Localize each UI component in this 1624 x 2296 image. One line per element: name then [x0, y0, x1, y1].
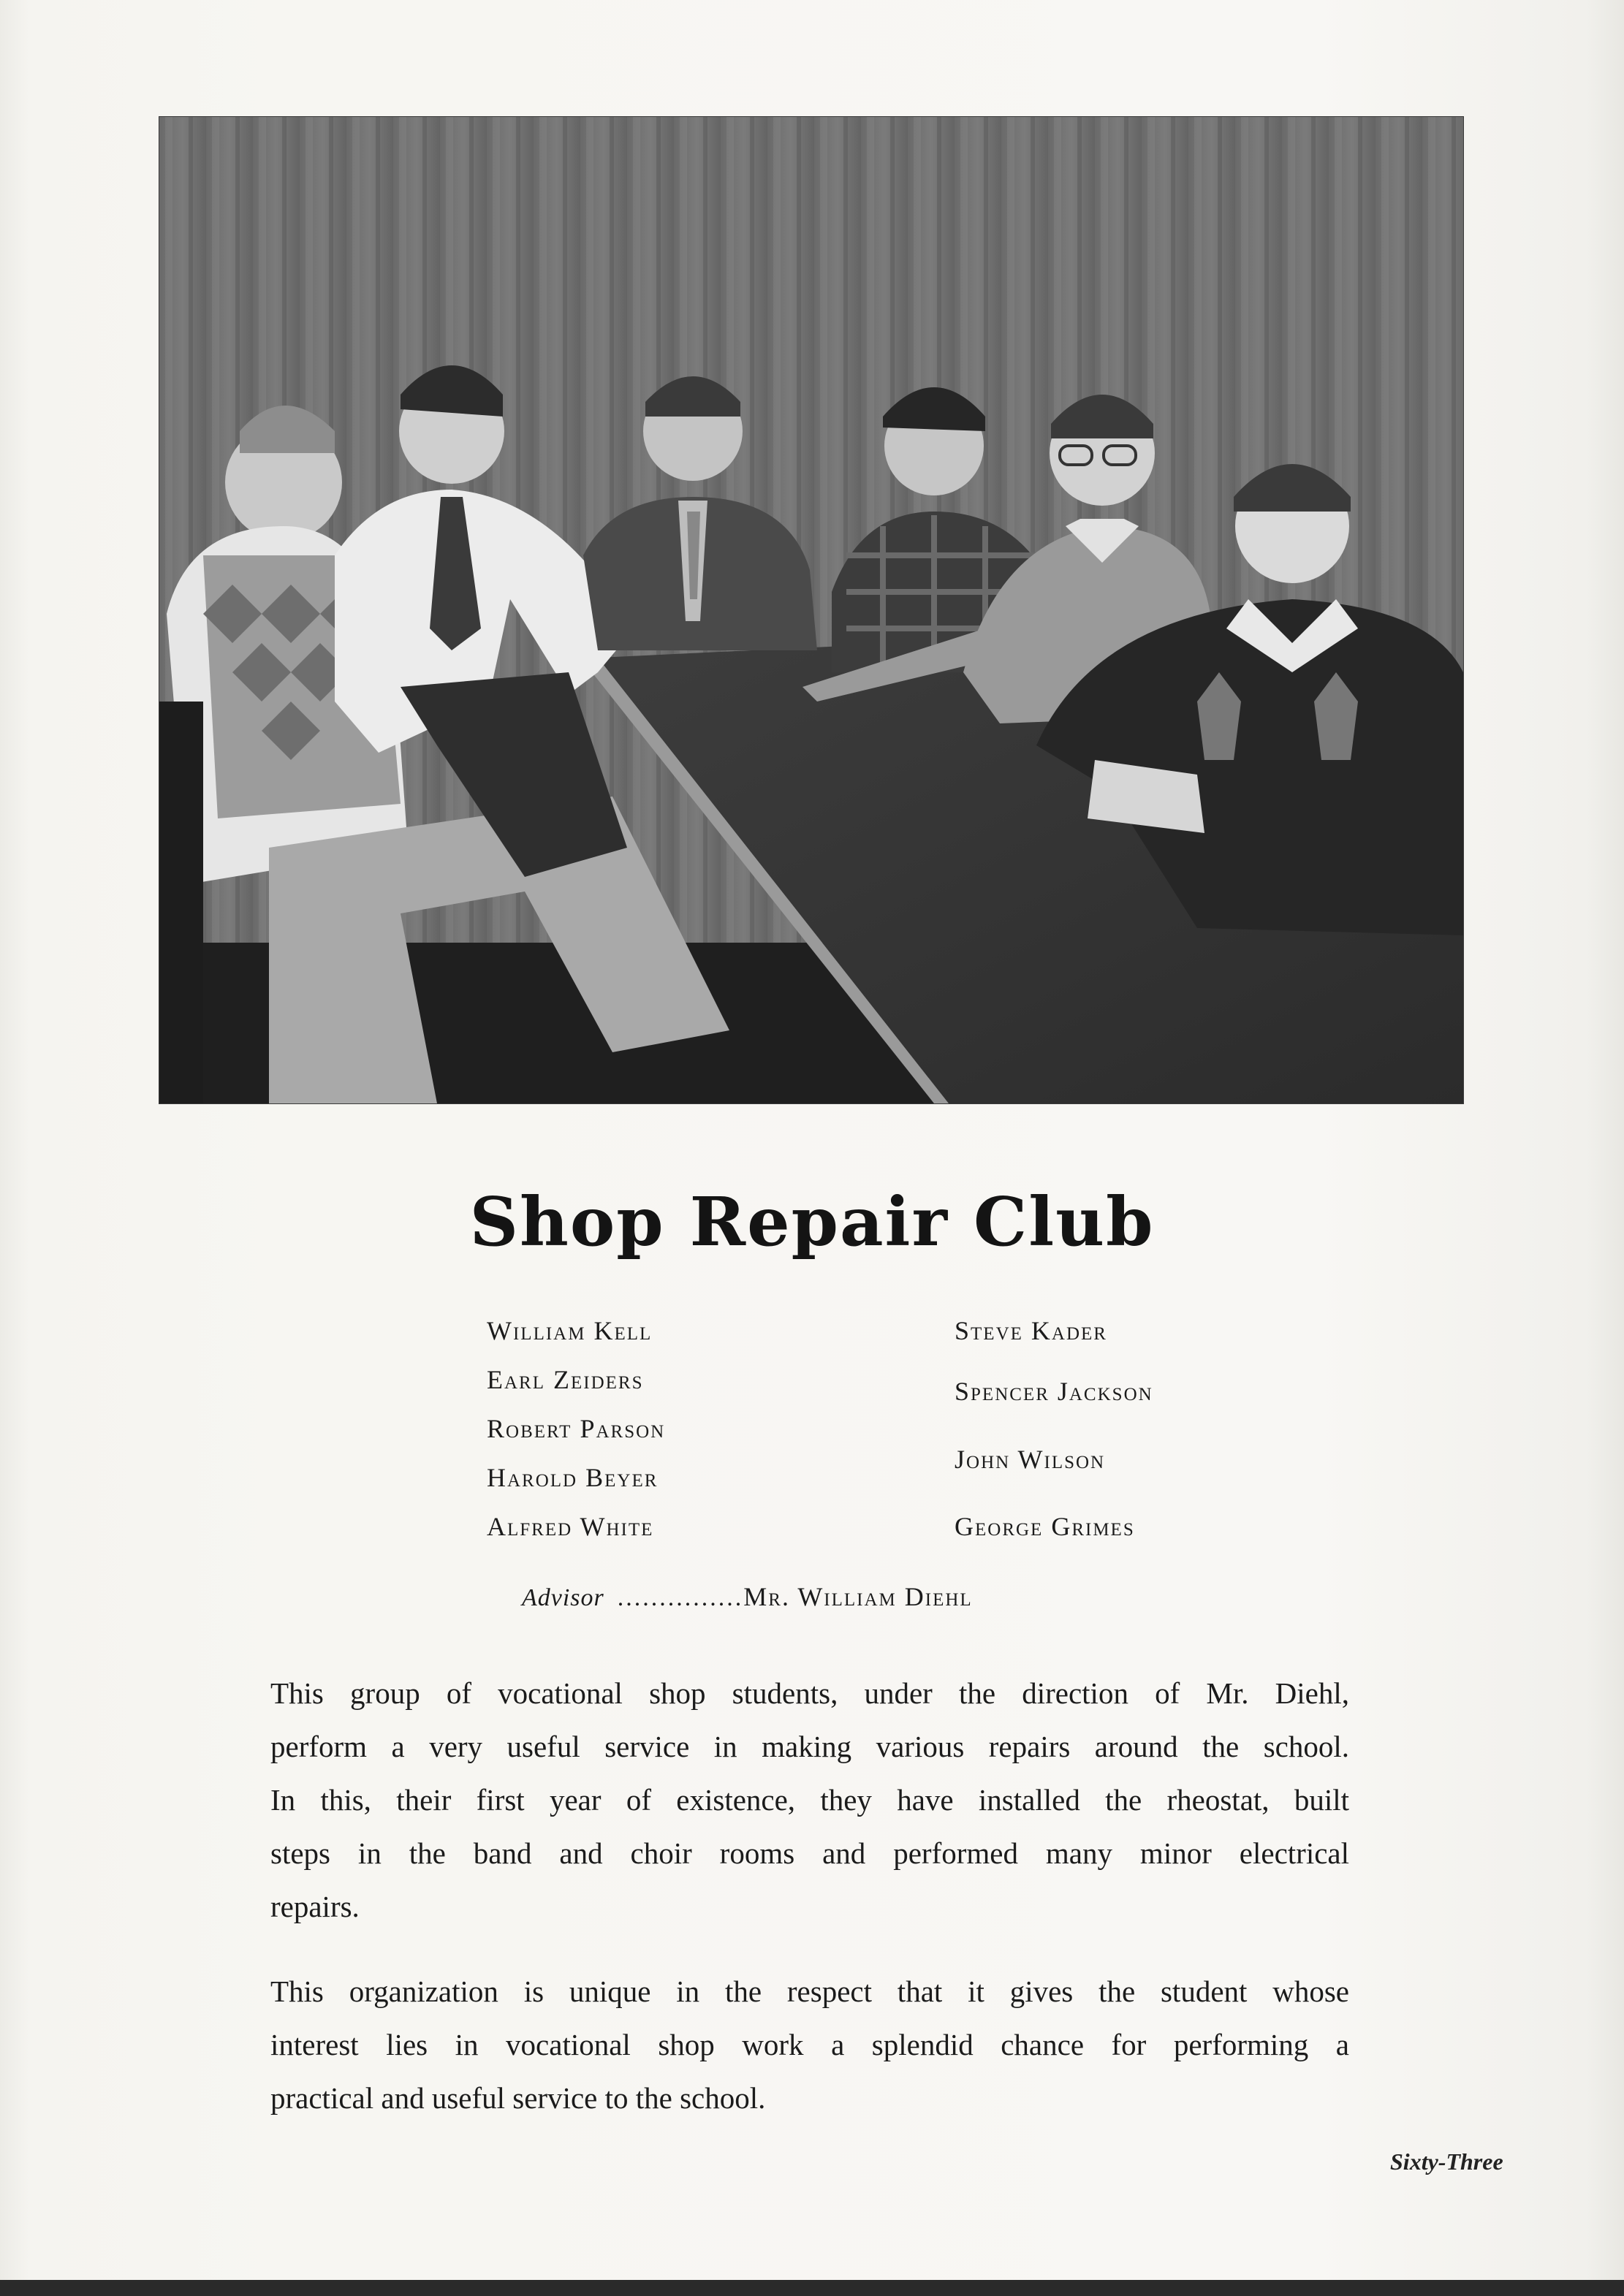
- paragraph-line: This organization is unique in the respect that it gives the student whose: [270, 1974, 1349, 2008]
- club-title: Shop Repair Club: [469, 1182, 1155, 1261]
- description-paragraph-2: [270, 1965, 1349, 2125]
- advisor-leader-dots: ...............: [617, 1584, 744, 1611]
- member-name: Steve Kader: [955, 1316, 1107, 1345]
- paragraph-line: repairs.: [270, 1890, 360, 1923]
- description-paragraph-1: [270, 1667, 1349, 1934]
- paragraph-line: In this, their first year of existence, they have installed the rheostat, built: [270, 1783, 1349, 1817]
- paragraph-line: interest lies in vocational shop work a splendid chance for performing a: [270, 2028, 1349, 2061]
- paragraph-line: This group of vocational shop students, under the direction of Mr. Diehl,: [270, 1676, 1349, 1710]
- member-name: John Wilson: [955, 1445, 1106, 1474]
- paragraph-line: perform a very useful service in making various repairs around the school.: [270, 1730, 1349, 1763]
- member-name: Harold Beyer: [487, 1463, 659, 1492]
- advisor-label: Advisor: [522, 1584, 604, 1611]
- group-photo: [159, 117, 1463, 1103]
- page-number: Sixty-Three: [1390, 2148, 1503, 2175]
- member-name: Alfred White: [487, 1512, 654, 1541]
- advisor-line: [522, 1581, 973, 1612]
- member-name: Earl Zeiders: [487, 1365, 644, 1394]
- member-list-left: [487, 1315, 925, 1549]
- scan-bottom-edge: [0, 2280, 1624, 2296]
- paragraph-line: practical and useful service to the school.: [270, 2081, 766, 2115]
- member-name: William Kell: [487, 1316, 653, 1345]
- member-name: Robert Parson: [487, 1414, 666, 1443]
- member-list-right: [955, 1315, 1393, 1549]
- member-name: George Grimes: [955, 1512, 1135, 1541]
- paragraph-line: steps in the band and choir rooms and performed many minor electrical: [270, 1836, 1349, 1870]
- member-name: Spencer Jackson: [955, 1377, 1153, 1406]
- advisor-name: Mr. William Diehl: [743, 1582, 973, 1611]
